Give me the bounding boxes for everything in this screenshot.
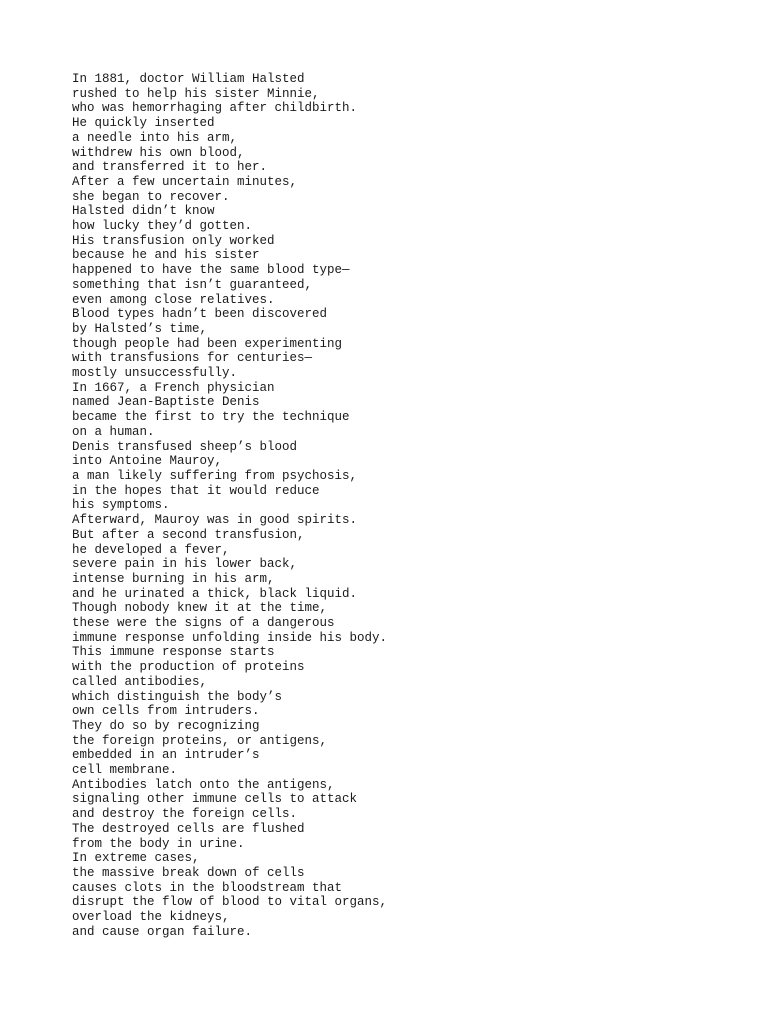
text-line: something that isn’t guaranteed, <box>72 277 313 292</box>
text-line: by Halsted’s time, <box>72 321 208 336</box>
text-line: signaling other immune cells to attack <box>72 792 358 807</box>
text-line: causes clots in the bloodstream that <box>72 880 343 895</box>
text-line: became the first to try the technique <box>72 410 350 425</box>
text-line: his symptoms. <box>72 498 170 513</box>
text-line: because he and his sister <box>72 248 260 263</box>
text-line: from the body in urine. <box>72 836 245 851</box>
text-line: In 1881, doctor William Halsted <box>72 72 305 86</box>
text-line: The destroyed cells are flushed <box>72 821 305 836</box>
text-line: the massive break down of cells <box>72 865 305 880</box>
text-line: with the production of proteins <box>72 660 305 675</box>
text-line: After a few uncertain minutes, <box>72 174 298 189</box>
text-line: Blood types hadn’t been discovered <box>72 307 328 322</box>
text-line: This immune response starts <box>72 645 275 660</box>
text-line: and destroy the foreign cells. <box>72 807 298 822</box>
text-line: in the hopes that it would reduce <box>72 483 320 498</box>
text-line: and transferred it to her. <box>72 160 268 175</box>
text-line: His transfusion only worked <box>72 233 275 248</box>
text-line: immune response unfolding inside his body. <box>72 630 388 645</box>
text-line: called antibodies, <box>72 674 208 689</box>
text-line: overload the kidneys, <box>72 910 230 925</box>
text-line: and he urinated a thick, black liquid. <box>72 586 358 601</box>
text-line: rushed to help his sister Minnie, <box>72 86 320 101</box>
text-line: how lucky they’d gotten. <box>72 219 253 234</box>
text-line: Though nobody knew it at the time, <box>72 601 328 616</box>
text-line: happened to have the same blood type— <box>72 263 350 278</box>
text-line: Denis transfused sheep’s blood <box>72 439 298 454</box>
text-line: a needle into his arm, <box>72 130 238 145</box>
text-line: the foreign proteins, or antigens, <box>72 733 328 748</box>
text-line: disrupt the flow of blood to vital organs, <box>72 895 388 910</box>
text-line: she began to recover. <box>72 189 230 204</box>
text-line: In 1667, a French physician <box>72 380 275 395</box>
text-line: Antibodies latch onto the antigens, <box>72 777 335 792</box>
text-line: which distinguish the body’s <box>72 689 283 704</box>
text-line: In extreme cases, <box>72 851 200 866</box>
text-line: and cause organ failure. <box>72 924 253 939</box>
text-line: But after a second transfusion, <box>72 527 305 542</box>
text-line: withdrew his own blood, <box>72 145 245 160</box>
text-line: mostly unsuccessfully. <box>72 366 238 381</box>
text-line: on a human. <box>72 424 155 439</box>
text-line: who was hemorrhaging after childbirth. <box>72 101 358 116</box>
text-line: He quickly inserted <box>72 116 215 131</box>
text-line: into Antoine Mauroy, <box>72 454 223 469</box>
text-line: these were the signs of a dangerous <box>72 616 335 631</box>
text-line: cell membrane. <box>72 763 178 778</box>
text-line: Afterward, Mauroy was in good spirits. <box>72 513 358 528</box>
text-line: he developed a fever, <box>72 542 230 557</box>
text-line: intense burning in his arm, <box>72 571 275 586</box>
text-line: Halsted didn’t know <box>72 204 215 219</box>
document-body <box>72 72 712 939</box>
text-line: named Jean-Baptiste Denis <box>72 395 260 410</box>
text-line: embedded in an intruder’s <box>72 748 260 763</box>
text-line: severe pain in his lower back, <box>72 557 298 572</box>
text-line: own cells from intruders. <box>72 704 260 719</box>
text-line: with transfusions for centuries— <box>72 351 313 366</box>
text-line: They do so by recognizing <box>72 718 260 733</box>
text-line: a man likely suffering from psychosis, <box>72 468 358 483</box>
text-line: though people had been experimenting <box>72 336 343 351</box>
text-line: even among close relatives. <box>72 292 275 307</box>
